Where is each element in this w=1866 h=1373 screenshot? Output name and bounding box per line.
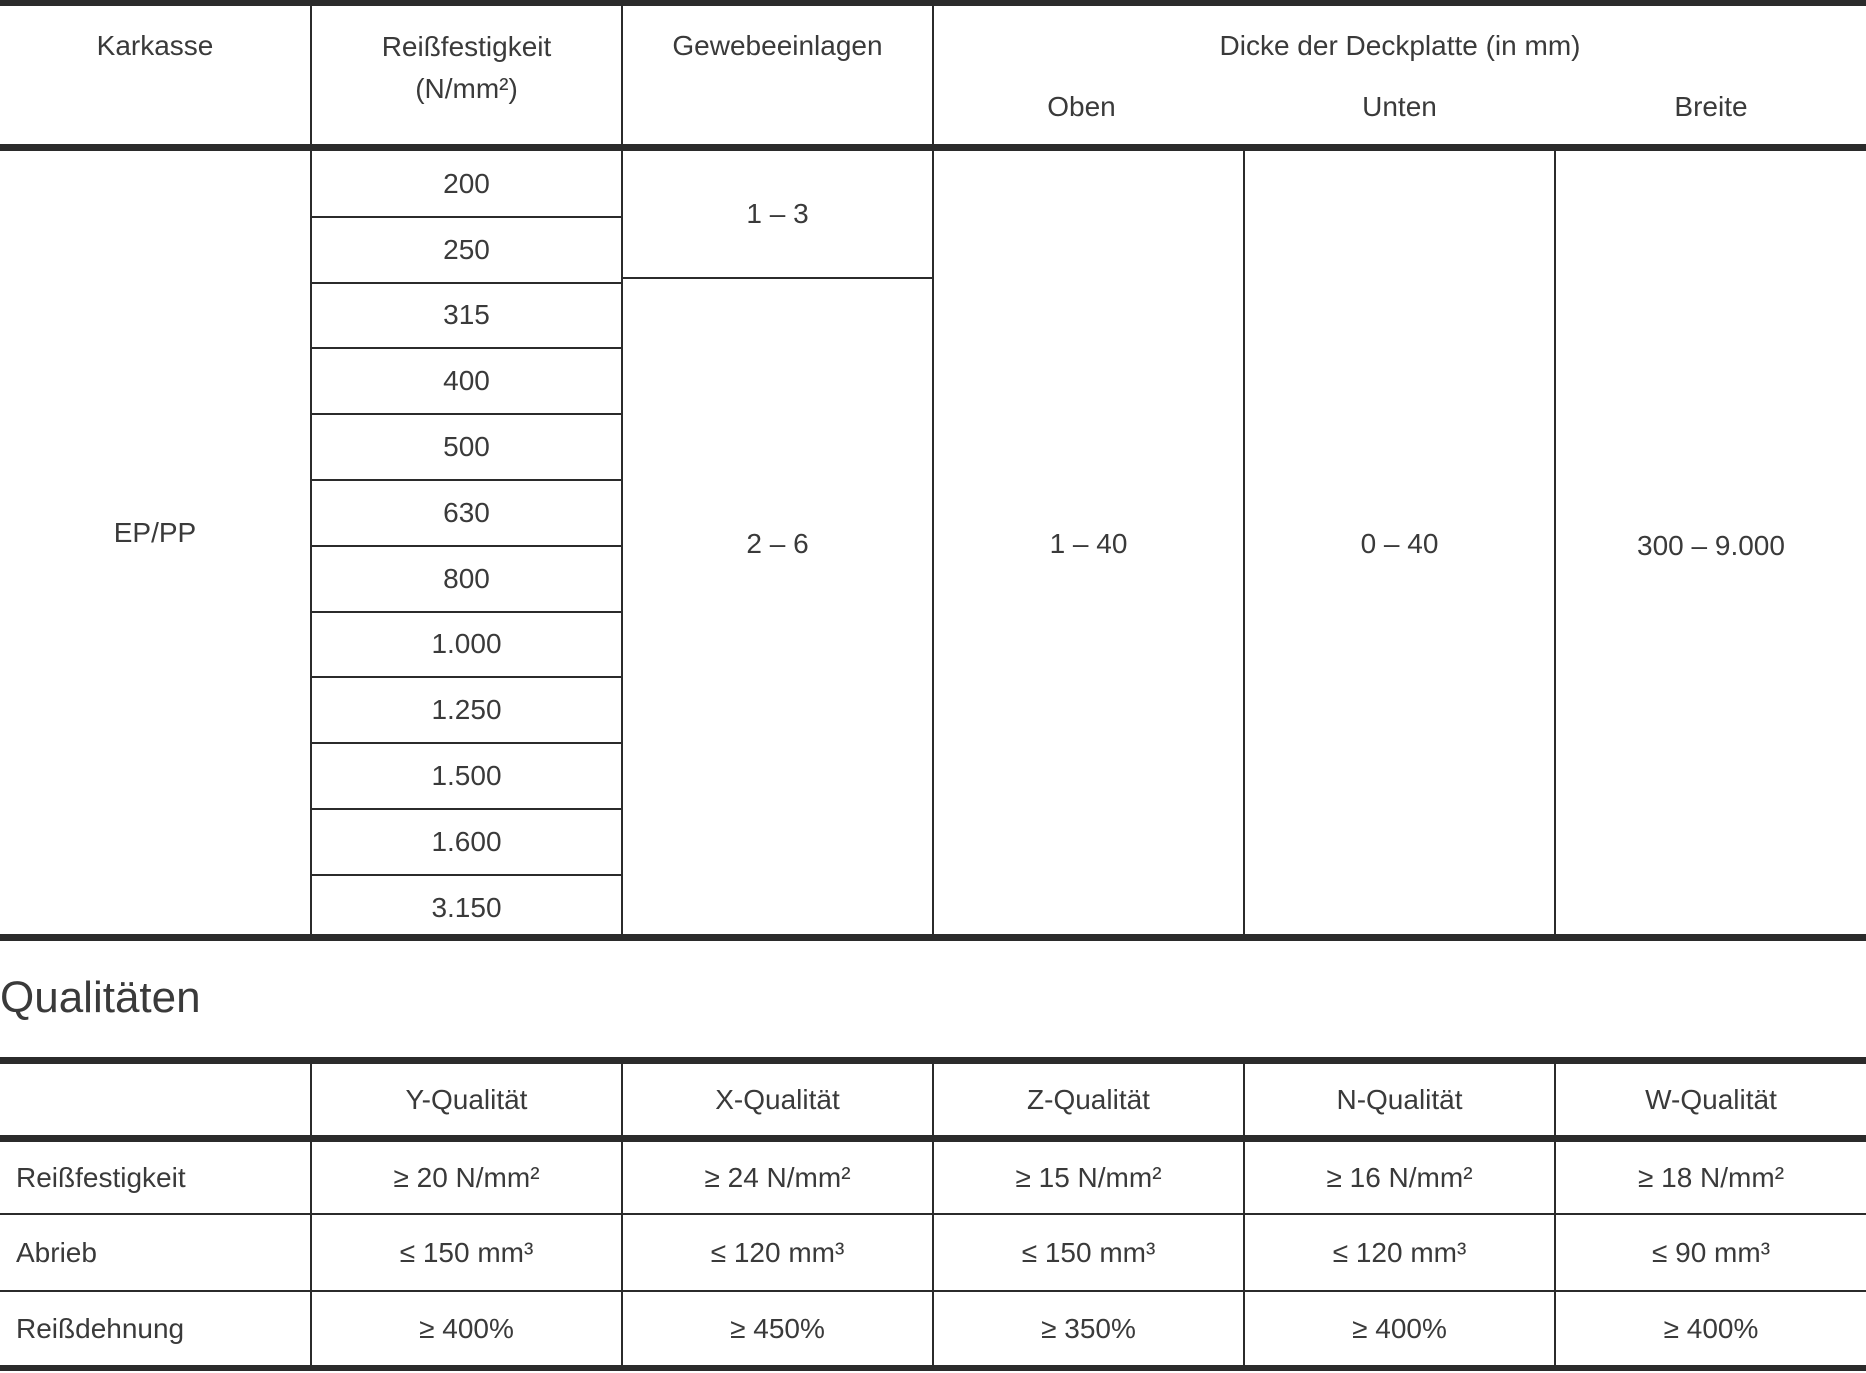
col-header: N-Qualität [1336,1083,1463,1115]
reissfestigkeit-value: 800 [443,562,490,594]
row-separator [312,874,621,876]
reissfestigkeit-value: 315 [443,299,490,331]
row-separator [312,808,621,810]
oben-value: 1 – 40 [1049,528,1128,559]
reissfestigkeit-value: 500 [443,431,490,463]
table-cell: ≤ 150 mm³ [1021,1236,1156,1268]
reissfestigkeit-value: 1.500 [431,760,502,792]
table-cell: ≥ 400% [419,1312,514,1344]
row-separator [312,282,621,284]
header-dicke-deckplatte: Dicke der Deckplatte (in mm) [1219,30,1581,61]
header-gewebeeinlagen: Gewebeeinlagen [672,30,883,61]
row-separator [312,676,621,678]
col-header: Y-Qualität [405,1083,528,1115]
table-cell: ≤ 120 mm³ [1332,1236,1467,1268]
header-oben: Oben [1047,91,1116,122]
row-separator [312,742,621,744]
table-cell: ≥ 450% [730,1312,825,1344]
table-cell: ≤ 90 mm³ [1651,1236,1771,1268]
table-cell: ≥ 400% [1352,1312,1447,1344]
table-bottom-rule [0,1365,1866,1371]
header-unten: Unten [1362,91,1437,122]
row-separator [312,479,621,481]
reissfestigkeit-value: 630 [443,496,490,528]
col-header: W-Qualität [1645,1083,1777,1115]
reissfestigkeit-value: 400 [443,365,490,397]
unten-value: 0 – 40 [1360,528,1439,559]
reissfestigkeit-value: 1.600 [431,825,502,857]
table-cell: ≥ 18 N/mm² [1637,1161,1785,1193]
reissfestigkeit-value: 1.250 [431,694,502,726]
table-cell: ≥ 350% [1041,1312,1136,1344]
reissfestigkeit-value: 200 [443,167,490,199]
header-breite: Breite [1674,91,1748,122]
row-separator [312,413,621,415]
header-karkasse: Karkasse [96,30,214,61]
section-title: Qualitäten [0,973,201,1022]
table-cell: ≤ 120 mm³ [710,1236,845,1268]
row-separator [312,611,621,613]
row-separator [312,545,621,547]
table-cell: ≥ 24 N/mm² [704,1161,851,1193]
col-header: X-Qualität [715,1083,840,1115]
karkasse-value: EP/PP [113,517,197,548]
header-bottom-rule [0,144,1866,151]
row-separator [312,347,621,349]
col-header: Z-Qualität [1027,1083,1150,1115]
row-separator [312,216,621,218]
table-top-rule [0,1057,1866,1064]
row-label: Reißdehnung [16,1312,185,1344]
reissfestigkeit-value: 250 [443,233,490,265]
reissfestigkeit-value: 1.000 [431,628,502,660]
table-cell: ≥ 20 N/mm² [393,1161,540,1193]
reissfestigkeit-value: 3.150 [431,891,502,923]
table-cell: ≤ 150 mm³ [399,1236,534,1268]
breite-value: 300 – 9.000 [1637,530,1785,561]
header-reissfestigkeit: Reißfestigkeit (N/mm²) [381,31,552,104]
table-cell: ≥ 16 N/mm² [1326,1161,1473,1193]
table-cell: ≥ 400% [1663,1312,1759,1344]
gewebeeinlagen-value: 2 – 6 [746,527,809,559]
gewebeeinlagen-value: 1 – 3 [746,198,809,229]
table-cell: ≥ 15 N/mm² [1015,1161,1162,1193]
row-label: Abrieb [16,1236,97,1268]
row-label: Reißfestigkeit [16,1161,186,1193]
